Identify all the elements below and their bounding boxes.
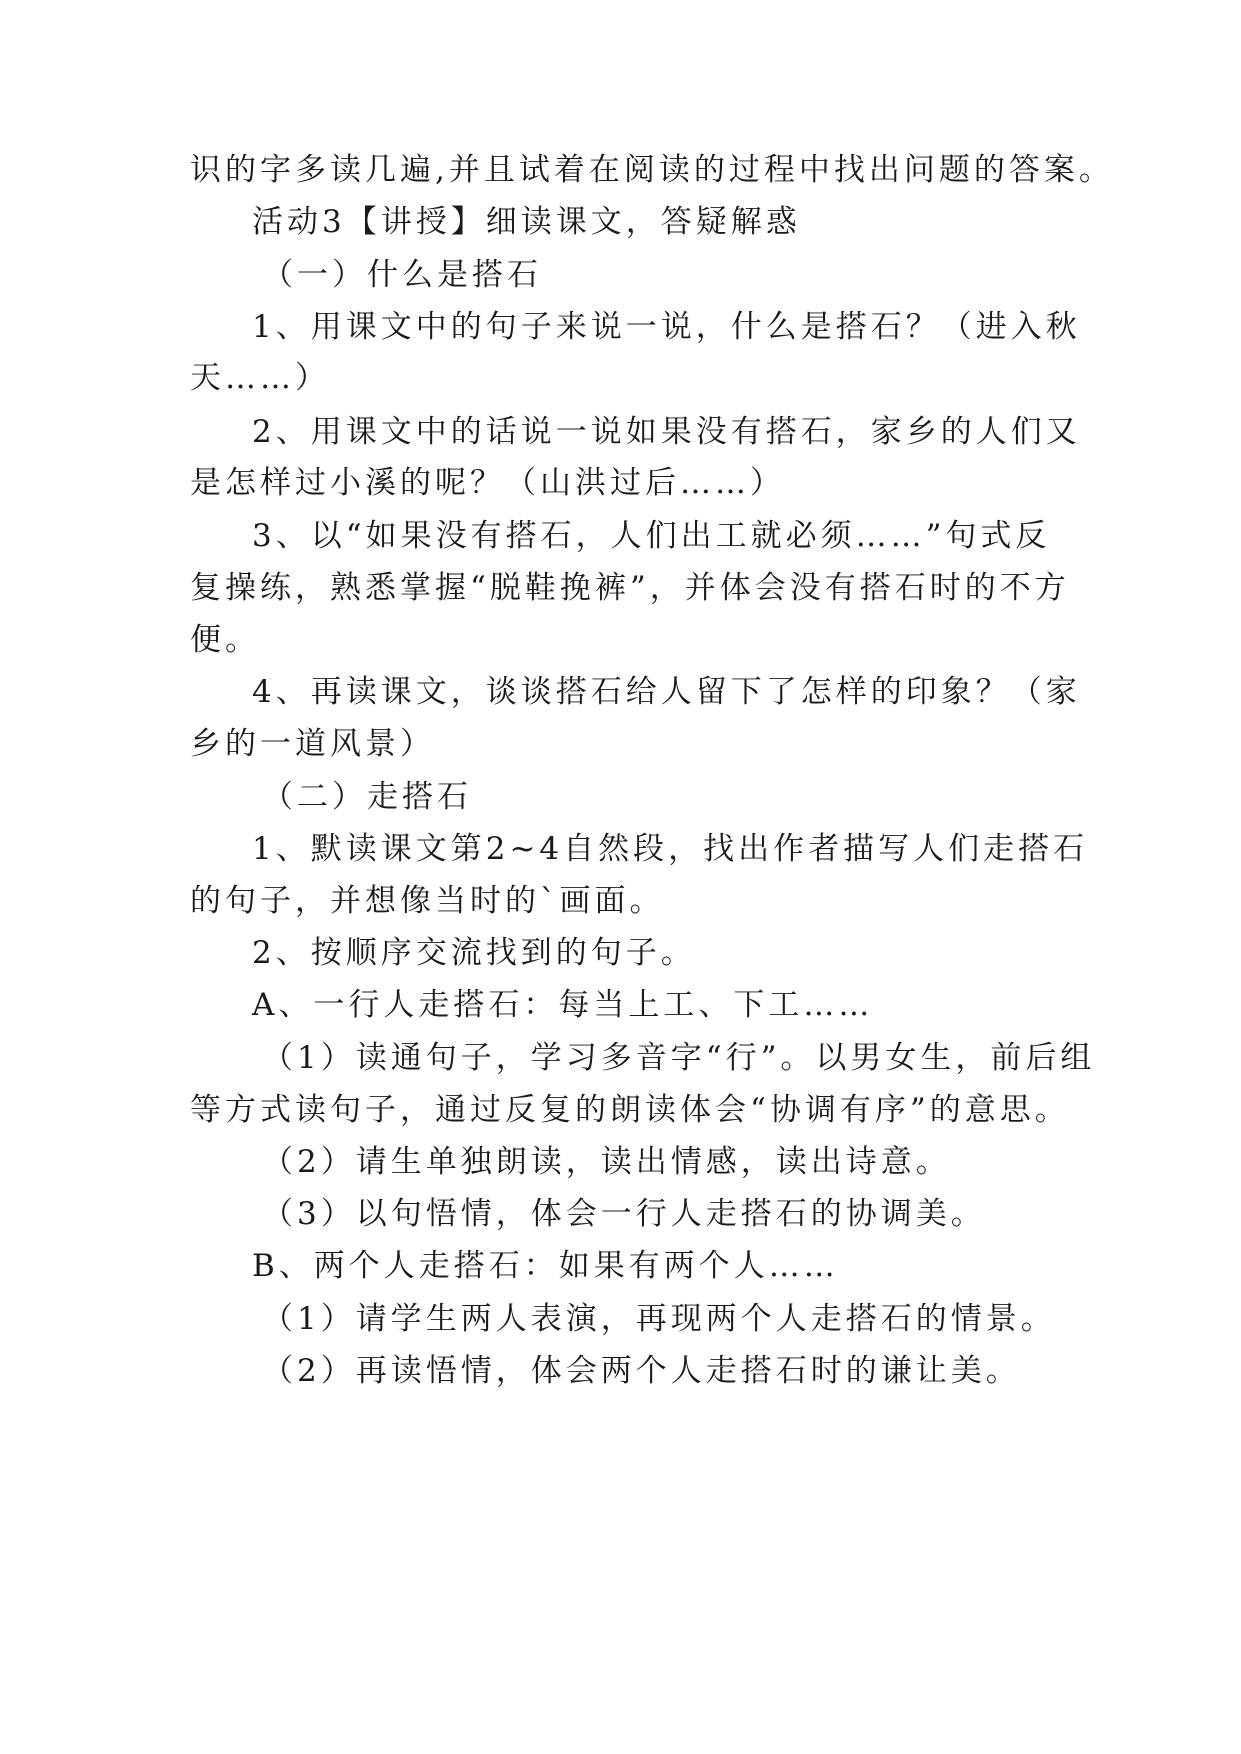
- text-line: 的句子，并想像当时的`画面。: [190, 883, 665, 919]
- text-line: A、一行人走搭石：每当上工、下工……: [252, 987, 874, 1023]
- text-line: 2、用课文中的话说一说如果没有搭石，家乡的人们又: [252, 414, 1081, 450]
- text-line: 1、默读课文第2~4自然段，找出作者描写人们走搭石: [252, 831, 1089, 867]
- text-line: 等方式读句子，通过反复的朗读体会“协调有序”的意思。: [190, 1092, 1070, 1128]
- text-line: B、两个人走搭石：如果有两个人……: [252, 1248, 839, 1284]
- section-heading: 活动3【讲授】细读课文，答疑解惑: [252, 204, 801, 240]
- text-line: 便。: [190, 622, 260, 658]
- text-line: 天……）: [190, 360, 330, 396]
- text-line: 4、再读课文，谈谈搭石给人留下了怎样的印象？（家: [252, 674, 1081, 710]
- subsection-heading: （二）走搭石: [262, 779, 472, 815]
- subsection-heading: （一）什么是搭石: [262, 257, 542, 293]
- text-line: （3）以句悟情，体会一行人走搭石的协调美。: [262, 1196, 986, 1232]
- text-line: 复操练，熟悉掌握“脱鞋挽裤”，并体会没有搭石时的不方: [190, 570, 1070, 606]
- text-line: 识的字多读几遍,并且试着在阅读的过程中找出问题的答案。: [190, 152, 1114, 188]
- text-line: 2、按顺序交流找到的句子。: [252, 935, 696, 971]
- text-line: （2）请生单独朗读，读出情感，读出诗意。: [262, 1144, 951, 1180]
- text-line: （2）再读悟情，体会两个人走搭石时的谦让美。: [262, 1353, 1021, 1389]
- text-line: 乡的一道风景）: [190, 726, 435, 762]
- text-line: （1）请学生两人表演，再现两个人走搭石的情景。: [262, 1301, 1056, 1337]
- text-line: （1）读通句子，学习多音字“行”。以男女生，前后组: [262, 1040, 1096, 1076]
- text-line: 3、以“如果没有搭石，人们出工就必须……”句式反: [252, 518, 1051, 554]
- text-line: 是怎样过小溪的呢？（山洪过后……）: [190, 465, 785, 501]
- text-line: 1、用课文中的句子来说一说，什么是搭石？（进入秋: [252, 309, 1081, 345]
